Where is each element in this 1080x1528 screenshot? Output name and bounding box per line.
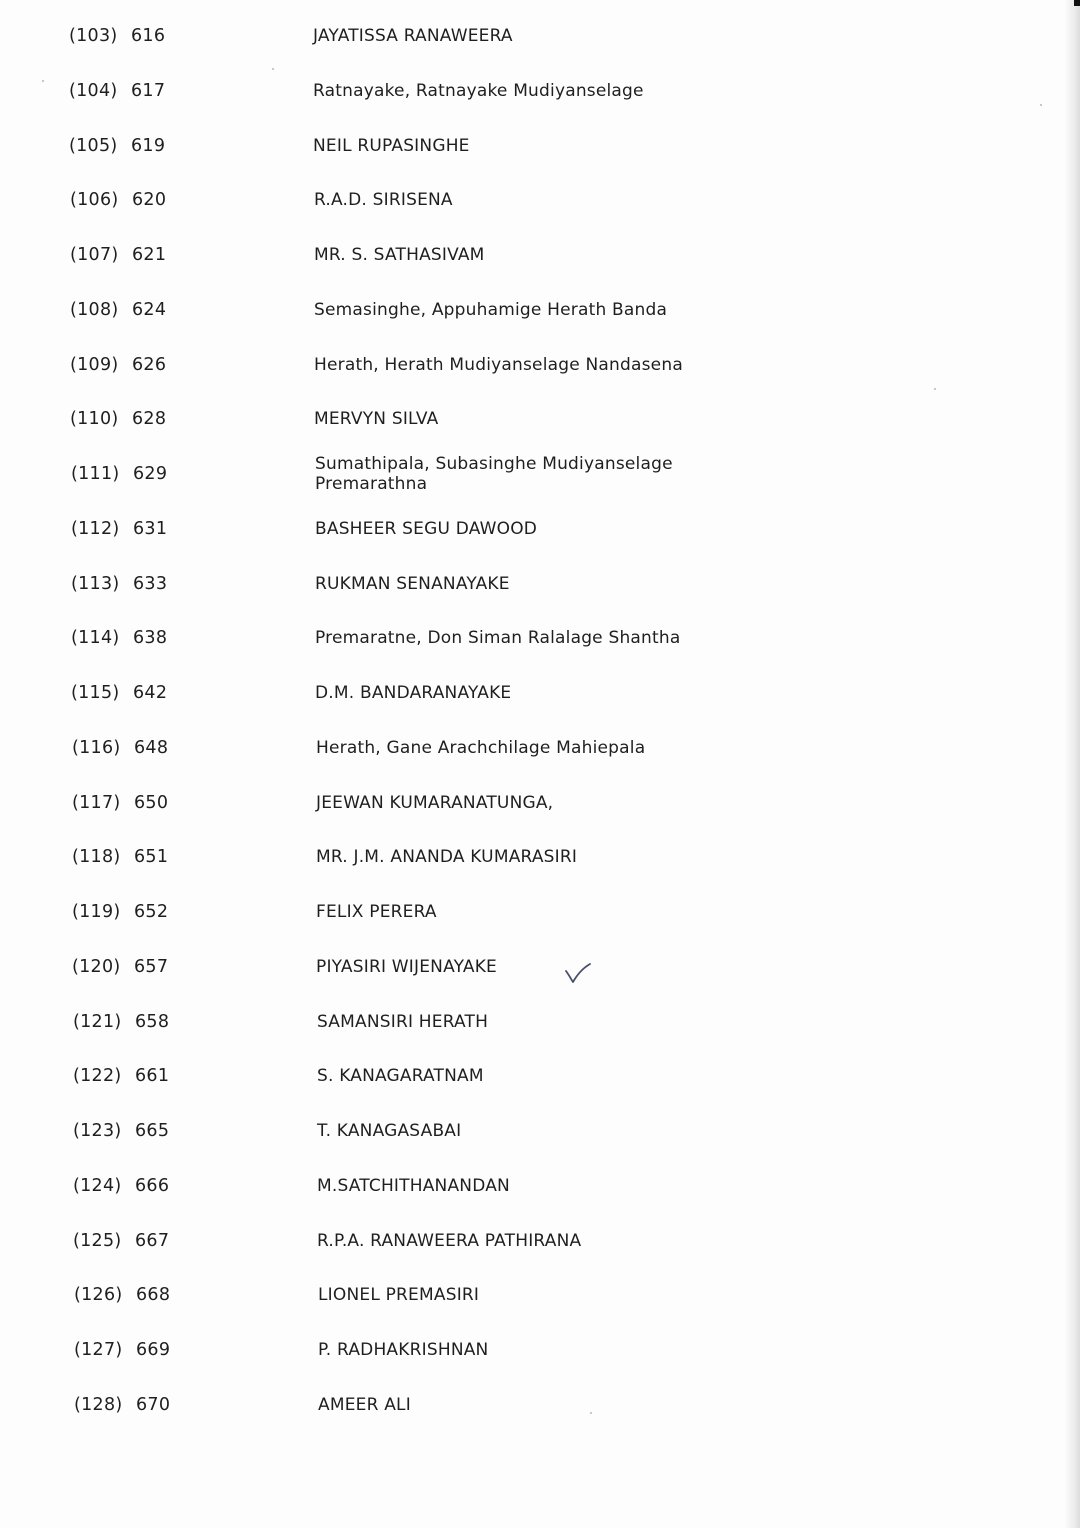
- entry-name: S. KANAGARATNAM: [317, 1066, 484, 1086]
- list-item: [0, 847, 1000, 887]
- entry-index: (113): [71, 574, 120, 594]
- entry-name: SAMANSIRI HERATH: [317, 1012, 489, 1032]
- list-item: [0, 957, 1000, 997]
- entry-code: 651: [134, 847, 169, 867]
- entry-index: (114): [71, 628, 120, 648]
- entry-index: (108): [70, 300, 119, 320]
- entry-index: (120): [72, 957, 121, 977]
- entry-code: 626: [132, 355, 167, 375]
- entry-name: NEIL RUPASINGHE: [313, 136, 470, 156]
- entry-index: (125): [73, 1231, 122, 1251]
- entry-index: (127): [74, 1340, 123, 1360]
- entry-code: 666: [135, 1176, 170, 1196]
- entry-index: (109): [70, 355, 119, 375]
- entry-code: 633: [133, 574, 168, 594]
- list-item: [0, 1231, 1000, 1271]
- list-item: [0, 1285, 1000, 1325]
- list-item: [0, 454, 1000, 504]
- entry-code: 652: [134, 902, 169, 922]
- entry-name: AMEER ALI: [318, 1395, 411, 1415]
- list-item: [0, 1395, 1000, 1435]
- entry-name: Herath, Gane Arachchilage Mahiepala: [316, 738, 646, 758]
- entry-index: (106): [70, 190, 119, 210]
- entry-index: (124): [73, 1176, 122, 1196]
- entry-name: PIYASIRI WIJENAYAKE: [316, 957, 497, 977]
- list-item: [0, 1121, 1000, 1161]
- entry-name: RUKMAN SENANAYAKE: [315, 574, 510, 594]
- entry-code: 621: [132, 245, 167, 265]
- list-item: [0, 1066, 1000, 1106]
- entry-code: 629: [133, 464, 168, 484]
- entry-index: (112): [71, 519, 120, 539]
- list-item: [0, 1340, 1000, 1380]
- entry-index: (104): [69, 81, 118, 101]
- entry-name: MERVYN SILVA: [314, 409, 439, 429]
- entry-index: (115): [71, 683, 120, 703]
- list-item: [0, 628, 1000, 668]
- entry-code: 628: [132, 409, 167, 429]
- entry-name: Ratnayake, Ratnayake Mudiyanselage: [313, 81, 644, 101]
- list-item: [0, 1176, 1000, 1216]
- list-item: [0, 190, 1000, 230]
- entry-index: (116): [72, 738, 121, 758]
- entry-code: 638: [133, 628, 168, 648]
- entry-index: (126): [74, 1285, 123, 1305]
- entry-index: (110): [70, 409, 119, 429]
- entry-name: LIONEL PREMASIRI: [318, 1285, 480, 1305]
- entry-index: (118): [72, 847, 121, 867]
- entry-name: Sumathipala, Subasinghe Mudiyanselage Premarathna: [315, 454, 673, 494]
- entry-name: Herath, Herath Mudiyanselage Nandasena: [314, 355, 683, 375]
- entry-index: (123): [73, 1121, 122, 1141]
- entry-code: 670: [136, 1395, 171, 1415]
- list-item: [0, 355, 1000, 395]
- checkmark-icon: [564, 962, 592, 984]
- entry-index: (119): [72, 902, 121, 922]
- entry-code: 668: [136, 1285, 171, 1305]
- entry-code: 619: [131, 136, 166, 156]
- scan-speck: [1040, 104, 1042, 106]
- entry-code: 642: [133, 683, 168, 703]
- scan-speck: [934, 388, 936, 390]
- entry-code: 667: [135, 1231, 170, 1251]
- scan-speck: [272, 68, 274, 70]
- entry-index: (105): [69, 136, 118, 156]
- entry-index: (128): [74, 1395, 123, 1415]
- list-item: [0, 81, 1000, 121]
- entry-name: Semasinghe, Appuhamige Herath Banda: [314, 300, 668, 320]
- entry-index: (122): [73, 1066, 122, 1086]
- list-item: [0, 300, 1000, 340]
- entry-code: 658: [135, 1012, 170, 1032]
- entry-name: FELIX PERERA: [316, 902, 437, 922]
- list-item: [0, 26, 1000, 66]
- entry-index: (103): [69, 26, 118, 46]
- list-item: [0, 409, 1000, 449]
- list-item: [0, 683, 1000, 723]
- list-item: [0, 519, 1000, 559]
- scan-speck: [590, 1412, 592, 1414]
- entry-code: 657: [134, 957, 169, 977]
- entry-code: 631: [133, 519, 168, 539]
- entry-name: MR. J.M. ANANDA KUMARASIRI: [316, 847, 578, 867]
- entry-name: R.A.D. SIRISENA: [314, 190, 453, 210]
- scan-speck: [42, 80, 44, 82]
- entry-name: D.M. BANDARANAYAKE: [315, 683, 512, 703]
- entry-code: 624: [132, 300, 167, 320]
- entry-code: 661: [135, 1066, 170, 1086]
- list-item: [0, 902, 1000, 942]
- corner-mark: [1074, 0, 1080, 6]
- entry-index: (107): [70, 245, 119, 265]
- entry-name: MR. S. SATHASIVAM: [314, 245, 485, 265]
- entry-name: P. RADHAKRISHNAN: [318, 1340, 489, 1360]
- entry-code: 650: [134, 793, 169, 813]
- entry-index: (121): [73, 1012, 122, 1032]
- entry-code: 620: [132, 190, 167, 210]
- list-item: [0, 136, 1000, 176]
- entry-name: JEEWAN KUMARANATUNGA,: [316, 793, 554, 813]
- list-item: [0, 738, 1000, 778]
- list-item: [0, 245, 1000, 285]
- list-item: [0, 1012, 1000, 1052]
- entry-code: 648: [134, 738, 169, 758]
- entry-index: (117): [72, 793, 121, 813]
- list-item: [0, 574, 1000, 614]
- entry-code: 669: [136, 1340, 171, 1360]
- entry-name: R.P.A. RANAWEERA PATHIRANA: [317, 1231, 582, 1251]
- entry-name: M.SATCHITHANANDAN: [317, 1176, 510, 1196]
- entry-code: 617: [131, 81, 166, 101]
- entry-name: Premaratne, Don Siman Ralalage Shantha: [315, 628, 681, 648]
- entry-index: (111): [71, 464, 120, 484]
- entry-name: JAYATISSA RANAWEERA: [313, 26, 513, 46]
- scan-edge-shadow: [1066, 0, 1080, 1528]
- entry-code: 665: [135, 1121, 170, 1141]
- entry-name: BASHEER SEGU DAWOOD: [315, 519, 538, 539]
- entry-name: T. KANAGASABAI: [317, 1121, 462, 1141]
- list-item: [0, 793, 1000, 833]
- entry-code: 616: [131, 26, 166, 46]
